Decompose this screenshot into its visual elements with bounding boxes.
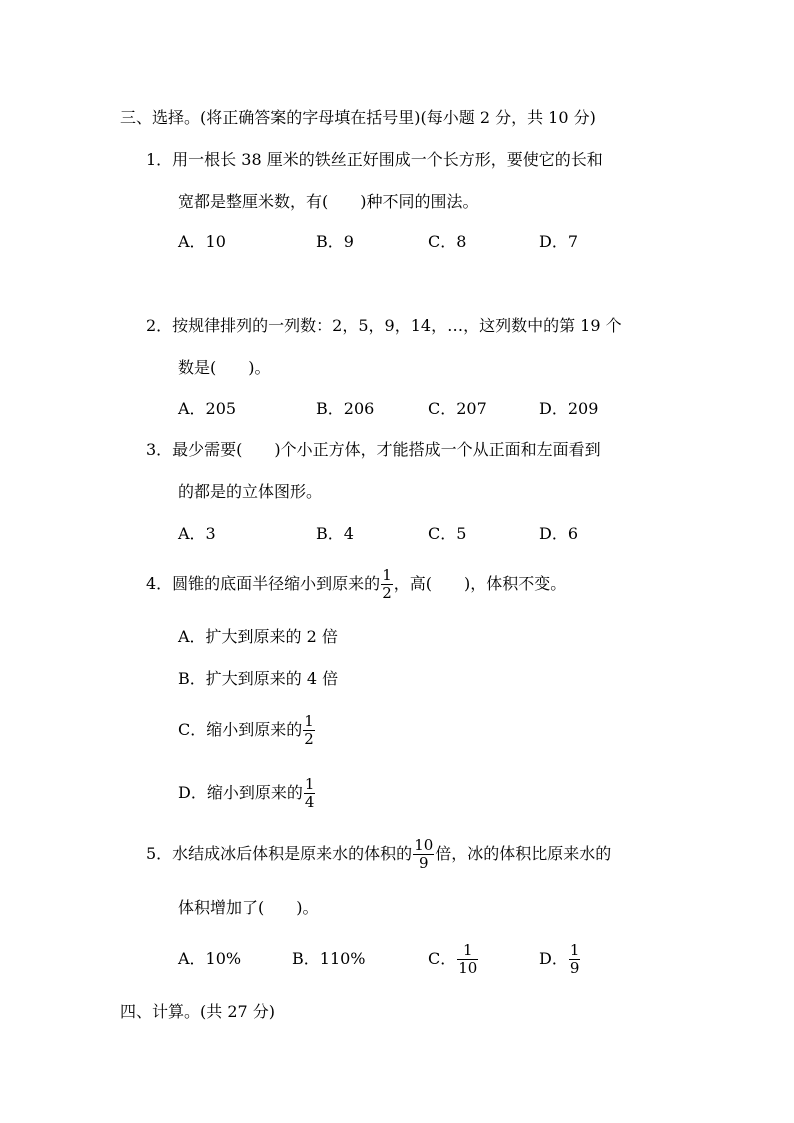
q1-option-b: B．9 <box>316 232 354 251</box>
q1-option-d: D．7 <box>539 232 579 251</box>
q2-option-a: A．205 <box>178 399 237 418</box>
q5-option-d-numerator: 1 <box>569 940 580 959</box>
q5-option-c <box>428 937 479 981</box>
q5-option-d-denominator: 9 <box>569 958 580 977</box>
q4-text-pre: 4．圆锥的底面半径缩小到原来的 <box>146 574 381 593</box>
q4-fraction <box>381 565 393 602</box>
q1-option-c: C．8 <box>428 232 467 251</box>
q4-fraction-denominator: 2 <box>382 583 392 602</box>
q4-option-b: B．扩大到原来的 4 倍 <box>178 669 339 688</box>
section3-heading: 三、选择。(将正确答案的字母填在括号里)(每小题 2 分，共 10 分) <box>120 108 596 127</box>
q4-fraction-numerator: 1 <box>382 565 392 584</box>
q5-option-c-label: C． <box>428 949 457 968</box>
q4-option-c-text: C．缩小到原来的 <box>178 720 303 739</box>
q3-option-d: D．6 <box>539 524 579 543</box>
q5-option-d-label: D． <box>539 949 568 968</box>
q1-option-a: A．10 <box>178 232 226 251</box>
q4-option-c <box>178 708 316 752</box>
q4-line1 <box>146 564 566 604</box>
q5-fraction <box>413 835 434 872</box>
q2-option-b: B．206 <box>316 399 375 418</box>
q1-line2: 宽都是整厘米数，有( )种不同的围法。 <box>178 192 479 211</box>
q5-option-b: B．110% <box>292 949 366 968</box>
q4-option-d-numerator: 1 <box>304 774 315 793</box>
q2-line2: 数是( )。 <box>178 358 271 377</box>
q3-option-c: C．5 <box>428 524 467 543</box>
q5-text-pre: 5．水结成冰后体积是原来水的体积的 <box>146 844 413 863</box>
q4-option-d <box>178 771 316 815</box>
q4-option-a: A．扩大到原来的 2 倍 <box>178 627 338 646</box>
q5-fraction-numerator: 10 <box>414 835 434 854</box>
q4-option-c-denominator: 2 <box>304 729 314 748</box>
q4-option-c-numerator: 1 <box>304 711 314 730</box>
q2-option-c: C．207 <box>428 399 487 418</box>
q3-line1: 3．最少需要( )个小正方体，才能搭成一个从正面和左面看到 <box>146 440 601 459</box>
q5-option-c-numerator: 1 <box>463 940 473 959</box>
q4-option-d-fraction <box>304 774 316 811</box>
q4-option-c-fraction <box>303 711 315 748</box>
q5-line2: 体积增加了( )。 <box>178 898 319 917</box>
q5-option-c-denominator: 10 <box>458 958 478 977</box>
q5-option-d-fraction <box>569 940 581 977</box>
section4-heading: 四、计算。(共 27 分) <box>120 1002 276 1021</box>
q4-option-d-text: D．缩小到原来的 <box>178 783 303 802</box>
q5-option-c-fraction <box>457 940 478 977</box>
q3-option-a: A．3 <box>178 524 216 543</box>
q5-line1 <box>146 832 611 876</box>
q2-option-d: D．209 <box>539 399 599 418</box>
q5-option-d <box>539 937 581 981</box>
q4-option-d-denominator: 4 <box>304 792 315 811</box>
q5-text-post: 倍，冰的体积比原来水的 <box>435 844 612 863</box>
q1-line1: 1．用一根长 38 厘米的铁丝正好围成一个长方形，要使它的长和 <box>146 150 603 169</box>
q2-line1: 2．按规律排列的一列数：2，5，9，14，…，这列数中的第 19 个 <box>146 316 622 335</box>
q4-text-post: ，高( )，体积不变。 <box>393 574 567 593</box>
q3-option-b: B．4 <box>316 524 354 543</box>
q5-option-a: A．10% <box>178 949 242 968</box>
q3-line2: 的都是的立体图形。 <box>178 482 323 501</box>
q5-fraction-denominator: 9 <box>418 853 429 872</box>
